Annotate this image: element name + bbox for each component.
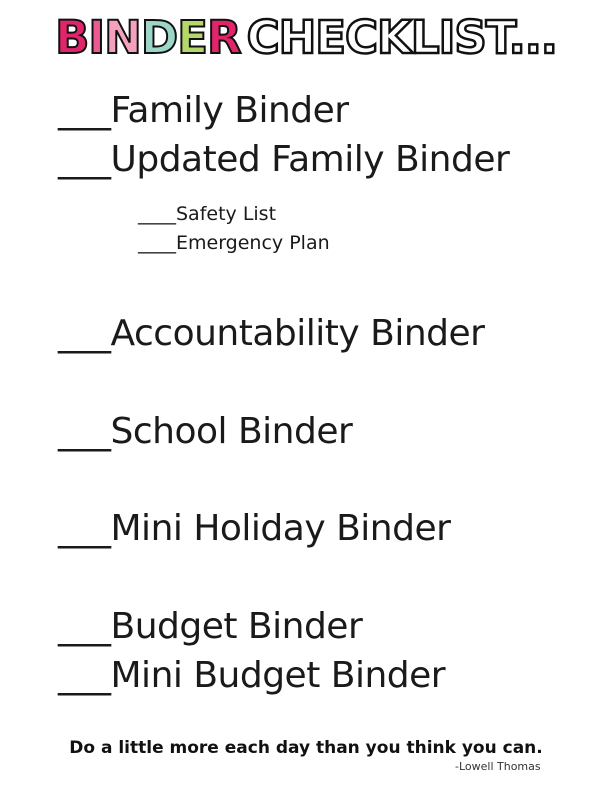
checklist-item-mini-budget-binder: ___Mini Budget Binder [58,655,446,696]
checklist-item-school-binder: ___School Binder [58,411,353,452]
checklist-item-mini-holiday-binder: ___Mini Holiday Binder [58,508,451,549]
title-letter: B [55,11,89,64]
title-letter: N [104,11,141,64]
checklist-item-family-binder: ___Family Binder [58,90,349,131]
quote-author: -Lowell Thomas [455,760,541,773]
sub-item-safety-list: ____Safety List [138,203,277,225]
title-rest: CHECKLIST... [246,11,557,64]
quote-text: Do a little more each day than you think you can. [69,738,543,758]
title-letter: R [206,11,241,64]
checklist-item-budget-binder: ___Budget Binder [58,606,363,647]
title-colored-word [55,11,241,64]
title-letter: E [177,11,207,64]
title-letter: I [88,11,105,64]
title-letter: D [140,11,178,64]
page-title [0,8,612,68]
checklist-item-accountability-binder: ___Accountability Binder [58,313,485,354]
checklist-item-updated-family-binder: ___Updated Family Binder [58,139,510,180]
sub-item-emergency-plan: ____Emergency Plan [138,232,330,254]
